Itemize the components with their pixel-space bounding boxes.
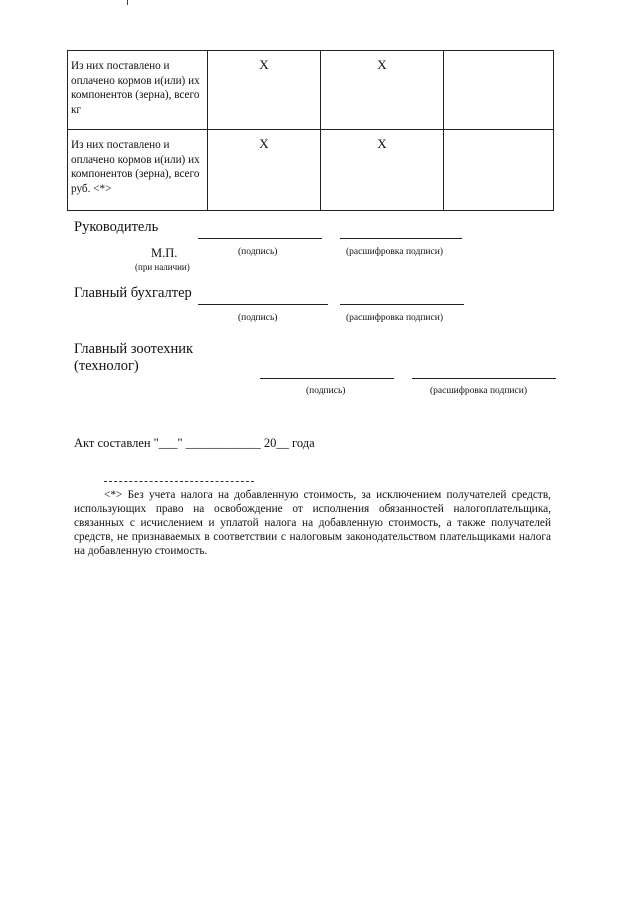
zootechnician-decode-line — [412, 378, 556, 379]
table-row — [68, 130, 554, 211]
stamp-place-note: (при наличии) — [135, 262, 190, 272]
accountant-signature-line — [198, 304, 328, 305]
cell-value — [444, 130, 554, 211]
accountant-role-label: Главный бухгалтер — [74, 285, 192, 301]
table-row — [68, 51, 554, 130]
scan-mark — [127, 0, 128, 5]
row-label-rub: Из них поставлено и оплачено кормов и(или) их компонентов (зерна), всего руб. <*> — [68, 130, 208, 211]
cell-x-mark: Х — [321, 130, 444, 211]
act-date-line: Акт составлен "___" ____________ 20__ года — [74, 436, 315, 450]
zootechnician-decode-caption: (расшифровка подписи) — [430, 386, 527, 396]
cell-x-mark: Х — [208, 130, 321, 211]
head-signature-caption: (подпись) — [238, 247, 278, 257]
supply-table — [67, 50, 554, 211]
accountant-signature-caption: (подпись) — [238, 313, 278, 323]
stamp-place-label: М.П. — [151, 246, 178, 260]
head-decode-line — [340, 238, 462, 239]
zootechnician-signature-line — [260, 378, 394, 379]
zootechnician-role-sublabel: (технолог) — [74, 358, 139, 374]
accountant-decode-caption: (расшифровка подписи) — [346, 313, 443, 323]
head-decode-caption: (расшифровка подписи) — [346, 247, 443, 257]
head-signature-line — [198, 238, 322, 239]
zootechnician-role-label: Главный зоотехник — [74, 341, 194, 357]
cell-value — [444, 51, 554, 130]
cell-x-mark: Х — [321, 51, 444, 130]
footnote-separator — [104, 481, 254, 482]
footnote-text: <*> Без учета налога на добавленную стоимость, за исключением получателей средств, использующих право на освобождение от исполнения обязанностей налогоплательщика, связанных с исчислением и уплатой налога на добавленную стоимость, а также получателей средств, не признаваемых в соответствии с налоговым законодательством плательщиками налога на добавленную стоимость. — [74, 489, 551, 558]
cell-x-mark: Х — [208, 51, 321, 130]
accountant-decode-line — [340, 304, 464, 305]
zootechnician-signature-caption: (подпись) — [306, 386, 346, 396]
row-label-kg: Из них поставлено и оплачено кормов и(или) их компонентов (зерна), всего кг — [68, 51, 208, 130]
head-role-label: Руководитель — [74, 219, 159, 235]
